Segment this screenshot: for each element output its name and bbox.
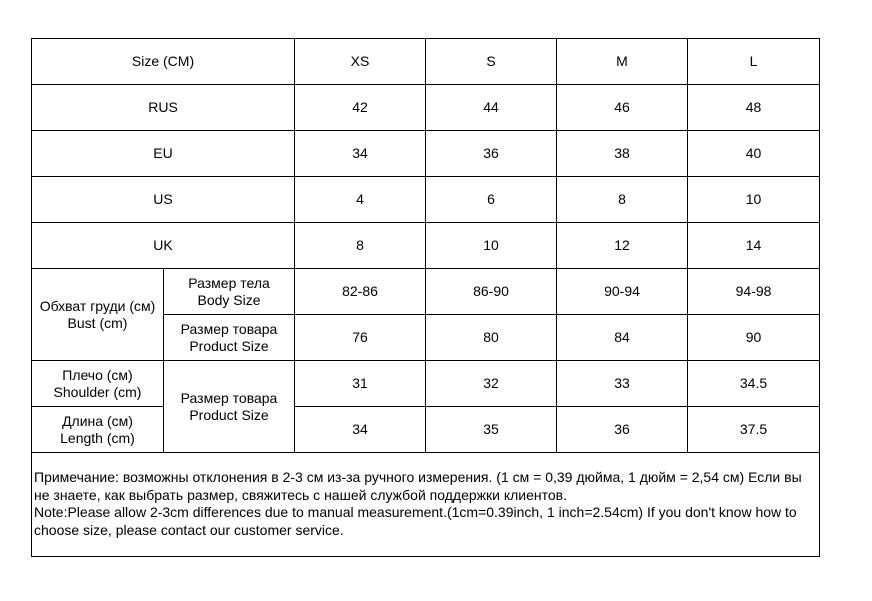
bust-label-en: Bust (cm) — [67, 314, 128, 331]
cell-us-xs: 4 — [295, 177, 426, 223]
bust-label-ru: Обхват груди (см) — [39, 297, 156, 314]
cell-eu-l: 40 — [688, 131, 820, 177]
length-label-en: Length (cm) — [60, 429, 135, 446]
cell-rus-l: 48 — [688, 85, 820, 131]
bust-label — [32, 269, 164, 361]
bust-product-size-label-ru: Размер товара — [180, 320, 278, 337]
cell-length-m: 36 — [557, 407, 688, 453]
cell-shoulder-l: 34.5 — [688, 361, 820, 407]
cell-eu-m: 38 — [557, 131, 688, 177]
table-row-uk — [32, 223, 820, 269]
body-size-label-ru: Размер тела — [188, 274, 270, 291]
cell-us-m: 8 — [557, 177, 688, 223]
row-label-rus: RUS — [32, 85, 295, 131]
cell-bust-body-l: 94-98 — [688, 269, 820, 315]
table-row-shoulder — [32, 361, 820, 407]
length-label-ru: Длина (см) — [62, 412, 133, 429]
size-header-m: M — [557, 39, 688, 85]
cell-eu-s: 36 — [426, 131, 557, 177]
note-cell — [32, 453, 820, 557]
cell-us-l: 10 — [688, 177, 820, 223]
cell-bust-product-s: 80 — [426, 315, 557, 361]
body-size-label — [164, 269, 295, 315]
cell-us-s: 6 — [426, 177, 557, 223]
bust-product-size-label-en: Product Size — [189, 337, 269, 354]
body-size-label-en: Body Size — [197, 291, 261, 308]
cell-bust-product-m: 84 — [557, 315, 688, 361]
cell-uk-s: 10 — [426, 223, 557, 269]
size-header-row — [32, 39, 820, 85]
note-row — [32, 453, 820, 557]
shoulder-label-en: Shoulder (cm) — [53, 383, 142, 400]
cell-bust-body-m: 90-94 — [557, 269, 688, 315]
cell-uk-xs: 8 — [295, 223, 426, 269]
note-text-en: Note:Please allow 2-3cm differences due to manual measurement.(1cm=0.39inch, 1 inch=2.54cm) If you don't know how to choose size, please contact our customer service. — [34, 504, 797, 538]
product-size-label-ru: Размер товара — [180, 389, 278, 406]
table-row-length — [32, 407, 820, 453]
cell-bust-body-s: 86-90 — [426, 269, 557, 315]
size-header-s: S — [426, 39, 557, 85]
row-label-uk: UK — [32, 223, 295, 269]
cell-length-l: 37.5 — [688, 407, 820, 453]
cell-shoulder-xs: 31 — [295, 361, 426, 407]
table-row-us — [32, 177, 820, 223]
cell-uk-m: 12 — [557, 223, 688, 269]
cell-shoulder-s: 32 — [426, 361, 557, 407]
cell-bust-body-xs: 82-86 — [295, 269, 426, 315]
product-size-label-en: Product Size — [189, 406, 269, 423]
row-label-eu: EU — [32, 131, 295, 177]
row-label-us: US — [32, 177, 295, 223]
note-text-ru: Примечание: возможны отклонения в 2-3 см из-за ручного измерения. (1 см = 0,39 дюйма, 1 дюйм = 2,54 см) Если вы не знаете, как выбрать размер, свяжитесь с нашей службой поддержки клиентов. — [34, 469, 802, 503]
cell-rus-m: 46 — [557, 85, 688, 131]
cell-length-xs: 34 — [295, 407, 426, 453]
cell-uk-l: 14 — [688, 223, 820, 269]
cell-bust-product-xs: 76 — [295, 315, 426, 361]
size-header-l: L — [688, 39, 820, 85]
size-header-label: Size (CM) — [32, 39, 295, 85]
bust-product-size-label — [164, 315, 295, 361]
length-label — [32, 407, 164, 453]
table-row-eu — [32, 131, 820, 177]
table-row-rus — [32, 85, 820, 131]
cell-rus-xs: 42 — [295, 85, 426, 131]
cell-shoulder-m: 33 — [557, 361, 688, 407]
product-size-label — [164, 361, 295, 453]
size-chart-table — [31, 38, 820, 557]
cell-eu-xs: 34 — [295, 131, 426, 177]
cell-bust-product-l: 90 — [688, 315, 820, 361]
table-row-bust-body — [32, 269, 820, 315]
cell-rus-s: 44 — [426, 85, 557, 131]
cell-length-s: 35 — [426, 407, 557, 453]
shoulder-label-ru: Плечо (см) — [62, 366, 133, 383]
size-header-xs: XS — [295, 39, 426, 85]
shoulder-label — [32, 361, 164, 407]
